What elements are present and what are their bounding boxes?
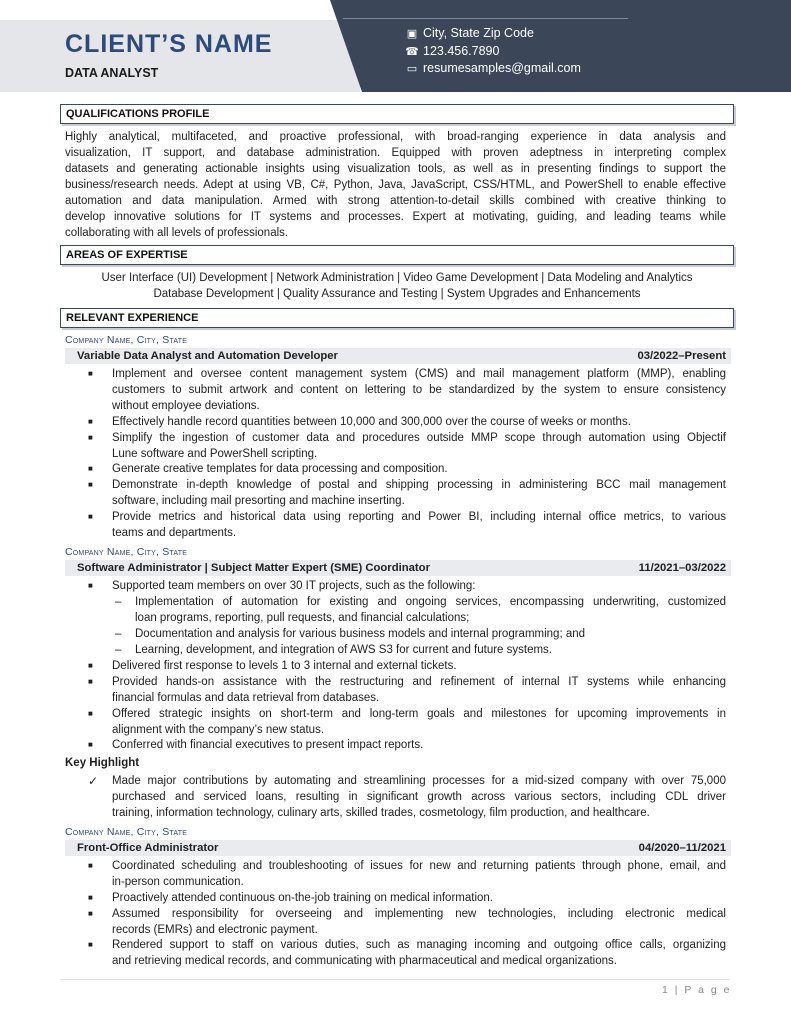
phone-icon: ☎ <box>405 44 419 58</box>
bullet-marker: ■ <box>88 909 93 918</box>
header-divider <box>343 18 628 19</box>
job-1-bullet-3: Simplify the ingestion of customer data and procedures outside MMP scope through automation using Objectif Lune software and PowerShell scripting. <box>112 432 726 460</box>
contact-location: ▣ City, State Zip Code <box>404 25 581 43</box>
bullet-marker: ■ <box>88 581 93 590</box>
page-number: 1 | P a g e <box>662 984 732 996</box>
bullet-marker: ■ <box>88 677 93 686</box>
job-1-bullet-6: Provide metrics and historical data using reporting and Power BI, including internal office metrics, to various teams and departments. <box>112 511 726 539</box>
job-2-bullet-5: Conferred with financial executives to present impact reports. <box>112 739 424 751</box>
expertise-heading: AREAS OF EXPERTISE <box>60 245 734 265</box>
bullet-marker: ■ <box>88 940 93 949</box>
sub-bullet-dash: – <box>115 628 122 640</box>
expertise-line-1: User Interface (UI) Development | Network Administration | Video Game Development | Data Modeling and Analytics <box>101 272 693 284</box>
contact-block <box>404 25 581 78</box>
building-icon: ▣ <box>406 27 418 40</box>
sub-bullet-dash: – <box>115 644 122 656</box>
bullet-marker: ■ <box>88 512 93 521</box>
job-2-role: Software Administrator | Subject Matter Expert (SME) Coordinator <box>77 562 430 574</box>
job-2-sub-bullet-2: Documentation and analysis for various business models and internal programming; and <box>135 628 586 640</box>
job-3-role: Front-Office Administrator <box>77 842 219 854</box>
sub-bullet-dash: – <box>115 596 122 608</box>
key-highlight-text: Made major contributions by automating and streamlining processes for a mid-sized company with over 75,000 purchased and serviced loans, resulting in significant growth across various sectors, including CDL driver training, information technology, culinary arts, skilled trades, cosmetology, film production, and healthcare. <box>112 775 726 819</box>
bullet-marker: ■ <box>88 369 93 378</box>
bullet-marker: ■ <box>88 433 93 442</box>
job-3-bullet-2: Proactively attended continuous on-the-job training on medical information. <box>112 892 493 904</box>
job-3-company: Company Name, City, State <box>65 826 188 838</box>
job-1-company: Company Name, City, State <box>65 334 188 346</box>
job-3-dates: 04/2020–11/2021 <box>638 842 726 854</box>
contact-email: ▭ resumesamples@gmail.com <box>404 60 581 78</box>
job-2-role-bar <box>65 560 731 576</box>
job-2-bullet-4: Offered strategic insights on short-term and long-term goals and milestones for upcoming improvements in alignment with the company’s new status. <box>112 708 726 736</box>
job-title: DATA ANALYST <box>65 66 159 80</box>
job-3-bullet-3: Assumed responsibility for overseeing and implementing new technologies, including electronic medical records (EMRs) and electronic payment. <box>112 908 726 936</box>
job-1-bullet-5: Demonstrate in-depth knowledge of postal and shipping processing in administering BCC mail management software, including mail presorting and machine inserting. <box>112 479 726 507</box>
bullet-marker: ■ <box>88 661 93 670</box>
bullet-marker: ■ <box>88 861 93 870</box>
key-highlight-heading: Key Highlight <box>65 757 140 769</box>
bullet-marker: ■ <box>88 709 93 718</box>
job-2-bullet-3: Provided hands-on assistance with the restructuring and refinement of internal IT systems while enhancing financial formulas and data retrieval from databases. <box>112 676 726 704</box>
bullet-marker: ■ <box>88 893 93 902</box>
job-2-company: Company Name, City, State <box>65 546 188 558</box>
job-1-role: Variable Data Analyst and Automation Developer <box>77 350 338 362</box>
job-2-bullet-1: Supported team members on over 30 IT projects, such as the following: <box>112 580 476 592</box>
laptop-icon: ▭ <box>406 62 418 75</box>
client-name: CLIENT’S NAME <box>65 30 273 58</box>
job-1-bullet-2: Effectively handle record quantities between 10,000 and 300,000 over the course of weeks or months. <box>112 416 631 428</box>
bullet-marker: ■ <box>88 464 93 473</box>
qualifications-paragraph: Highly analytical, multifaceted, and proactive professional, with broad-ranging experience in data analysis and visualization, IT support, and database administration. Equipped with proven adeptness in interpreting complex datasets and generating actionable insights using visualization tools, as well as in presenting findings to support the business/research needs. Adept at using VB, C#, Python, Java, JavaScript, CSS/HTML, and PowerShell to enable effective automation and data manipulation. Armed with strong attention-to-detail skills combined with creative thinking to develop innovative solutions for IT systems and processes. Expert at motivating, guiding, and leading teams while collaborating with all levels of professionals. <box>65 131 726 239</box>
job-1-dates: 03/2022–Present <box>637 350 726 362</box>
job-2-bullet-2: Delivered first response to levels 1 to 3 internal and external tickets. <box>112 660 457 672</box>
bullet-marker: ■ <box>88 740 93 749</box>
contact-phone: ☎ 123.456.7890 <box>404 43 581 61</box>
job-3-bullet-1: Coordinated scheduling and troubleshooting of issues for new and returning patients through phone, email, and in-person communication. <box>112 860 726 888</box>
qualifications-heading: QUALIFICATIONS PROFILE <box>60 104 734 124</box>
job-3-role-bar <box>65 840 731 856</box>
job-2-sub-bullet-1: Implementation of automation for existing and ongoing services, encompassing underwriting, customized loan programs, reporting, pull requests, and financial calculations; <box>135 596 726 624</box>
job-1-bullet-1: Implement and oversee content management system (CMS) and mail management platform (MMP), enabling customers to submit artwork and content on lettering to be standardized by the system to ensure consistency without employee deviations. <box>112 368 726 412</box>
expertise-line-2: Database Development | Quality Assurance and Testing | System Upgrades and Enhancements <box>153 288 641 300</box>
job-2-sub-bullet-3: Learning, development, and integration of AWS S3 for current and future systems. <box>135 644 552 656</box>
job-1-role-bar <box>65 348 731 364</box>
job-3-bullet-4: Rendered support to staff on various duties, such as managing incoming and outgoing office calls, organizing and retrieving medical records, and communicating with pharmaceutical and medical organizations. <box>112 939 726 967</box>
job-2-dates: 11/2021–03/2022 <box>638 562 726 574</box>
bullet-marker: ■ <box>88 480 93 489</box>
checkmark-icon: ✓ <box>88 774 99 788</box>
bullet-marker: ■ <box>88 417 93 426</box>
experience-heading: RELEVANT EXPERIENCE <box>60 308 734 328</box>
job-1-bullet-4: Generate creative templates for data processing and composition. <box>112 463 448 475</box>
footer-divider <box>60 979 730 980</box>
